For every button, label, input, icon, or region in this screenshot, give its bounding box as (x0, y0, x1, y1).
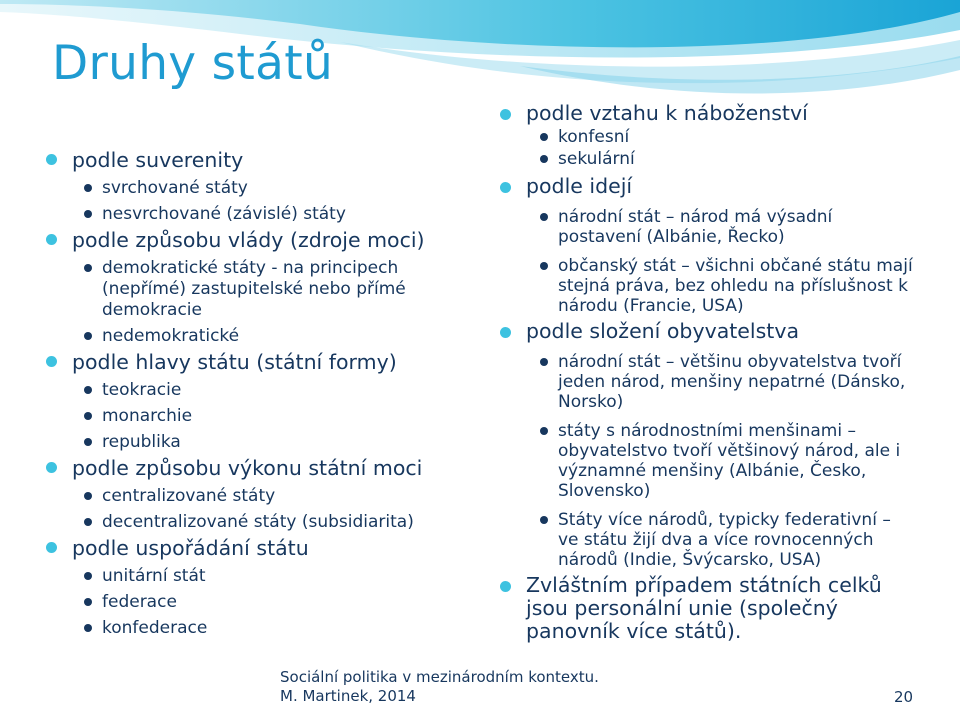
bullet-icon (540, 358, 548, 366)
category-label: podle způsobu vlády (zdroje moci) (72, 228, 425, 252)
list-item (84, 380, 481, 401)
subitem-label: národní stát – národ má výsadní postavení (Albánie, Řecko) (558, 207, 833, 247)
list-item (84, 486, 481, 507)
list-item (84, 258, 432, 321)
list-item (84, 592, 481, 613)
bullet-icon (84, 412, 92, 420)
subitem-label: svrchované státy (102, 178, 248, 198)
bullet-icon (46, 462, 57, 473)
category-label: podle způsobu výkonu státní moci (72, 456, 423, 480)
left-column-list (46, 145, 481, 639)
bullet-icon (540, 213, 548, 221)
subitem-label: občanský stát – všichni občané státu mají stejná práva, bez ohledu na příslušnost k národu (Francie, USA) (558, 256, 913, 316)
bullet-icon (46, 542, 57, 553)
list-item (540, 421, 903, 501)
list-item (540, 127, 940, 147)
bullet-icon (84, 438, 92, 446)
right-column-list (500, 96, 940, 643)
bullet-icon (500, 327, 511, 338)
list-item (500, 574, 916, 643)
list-item (46, 349, 481, 375)
footer (280, 668, 599, 706)
subitem-label: federace (102, 592, 177, 612)
list-item (84, 204, 481, 225)
subitem-label: státy s národnostními menšinami – obyvatelstvo tvoří většinový národ, ale i významné menšiny (Albánie, Česko, Slovensko) (558, 421, 901, 501)
category-label: podle idejí (526, 174, 633, 198)
bullet-icon (84, 332, 92, 340)
bullet-icon (46, 154, 57, 165)
list-item (540, 207, 888, 247)
category-label: podle vztahu k náboženství (526, 101, 808, 125)
subitem-label: centralizované státy (102, 486, 276, 506)
bullet-icon (500, 109, 511, 120)
category-label: podle suverenity (72, 148, 244, 172)
list-item (84, 566, 481, 587)
subitem-label: nedemokratické (102, 326, 240, 346)
list-item (84, 512, 481, 533)
subitem-label: unitární stát (102, 566, 206, 586)
list-item (540, 149, 940, 169)
bullet-icon (500, 182, 511, 193)
category-label: podle uspořádání státu (72, 536, 309, 560)
subitem-label: decentralizované státy (subsidiarita) (102, 512, 414, 532)
footer-line: M. Martinek, 2014 (280, 687, 416, 705)
footer-line: Sociální politika v mezinárodním kontextu. (280, 668, 599, 686)
list-item (540, 256, 913, 316)
list-item (84, 406, 481, 427)
subitem-label: Státy více národů, typicky federativní – ve státu žijí dva a více rovnocenných národů (Indie, Švýcarsko, USA) (558, 510, 891, 570)
list-item (500, 102, 940, 125)
bullet-icon (84, 624, 92, 632)
bullet-icon (84, 492, 92, 500)
list-item (46, 227, 481, 253)
subitem-label: republika (102, 432, 181, 452)
subitem-label: konfederace (102, 618, 208, 638)
list-item (46, 147, 481, 173)
subitem-label: sekulární (558, 149, 635, 169)
bullet-icon (84, 184, 92, 192)
bullet-icon (540, 133, 548, 141)
bullet-icon (84, 598, 92, 606)
list-item (500, 320, 940, 343)
subitem-label: nesvrchované (závislé) státy (102, 204, 346, 224)
list-item (84, 178, 481, 199)
list-item (500, 175, 940, 198)
bullet-icon (540, 155, 548, 163)
bullet-icon (84, 518, 92, 526)
subitem-label: demokratické státy - na principech (nepřímé) zastupitelské nebo přímé demokracie (102, 258, 406, 320)
subitem-label: konfesní (558, 127, 630, 147)
list-item (540, 352, 913, 412)
category-label: Zvláštním případem státních celků jsou personální unie (společný panovník více států). (526, 573, 882, 643)
list-item (46, 455, 481, 481)
bullet-icon (84, 264, 92, 272)
bullet-icon (84, 572, 92, 580)
bullet-icon (540, 262, 548, 270)
subitem-label: monarchie (102, 406, 193, 426)
subitem-label: teokracie (102, 380, 182, 400)
list-item (84, 618, 481, 639)
category-label: podle hlavy státu (státní formy) (72, 350, 397, 374)
bullet-icon (46, 234, 57, 245)
bullet-icon (540, 516, 548, 524)
slide-title: Druhy států (52, 36, 334, 91)
bullet-icon (500, 581, 511, 592)
list-item (46, 535, 481, 561)
list-item (84, 326, 481, 347)
list-item (84, 432, 481, 453)
category-label: podle složení obyvatelstva (526, 319, 800, 343)
bullet-icon (84, 386, 92, 394)
bullet-icon (540, 427, 548, 435)
bullet-icon (46, 356, 57, 367)
page-number: 20 (894, 688, 914, 706)
list-item (540, 510, 903, 570)
bullet-icon (84, 210, 92, 218)
subitem-label: národní stát – většinu obyvatelstva tvoří jeden národ, menšiny nepatrné (Dánsko, Norsko) (558, 352, 906, 412)
